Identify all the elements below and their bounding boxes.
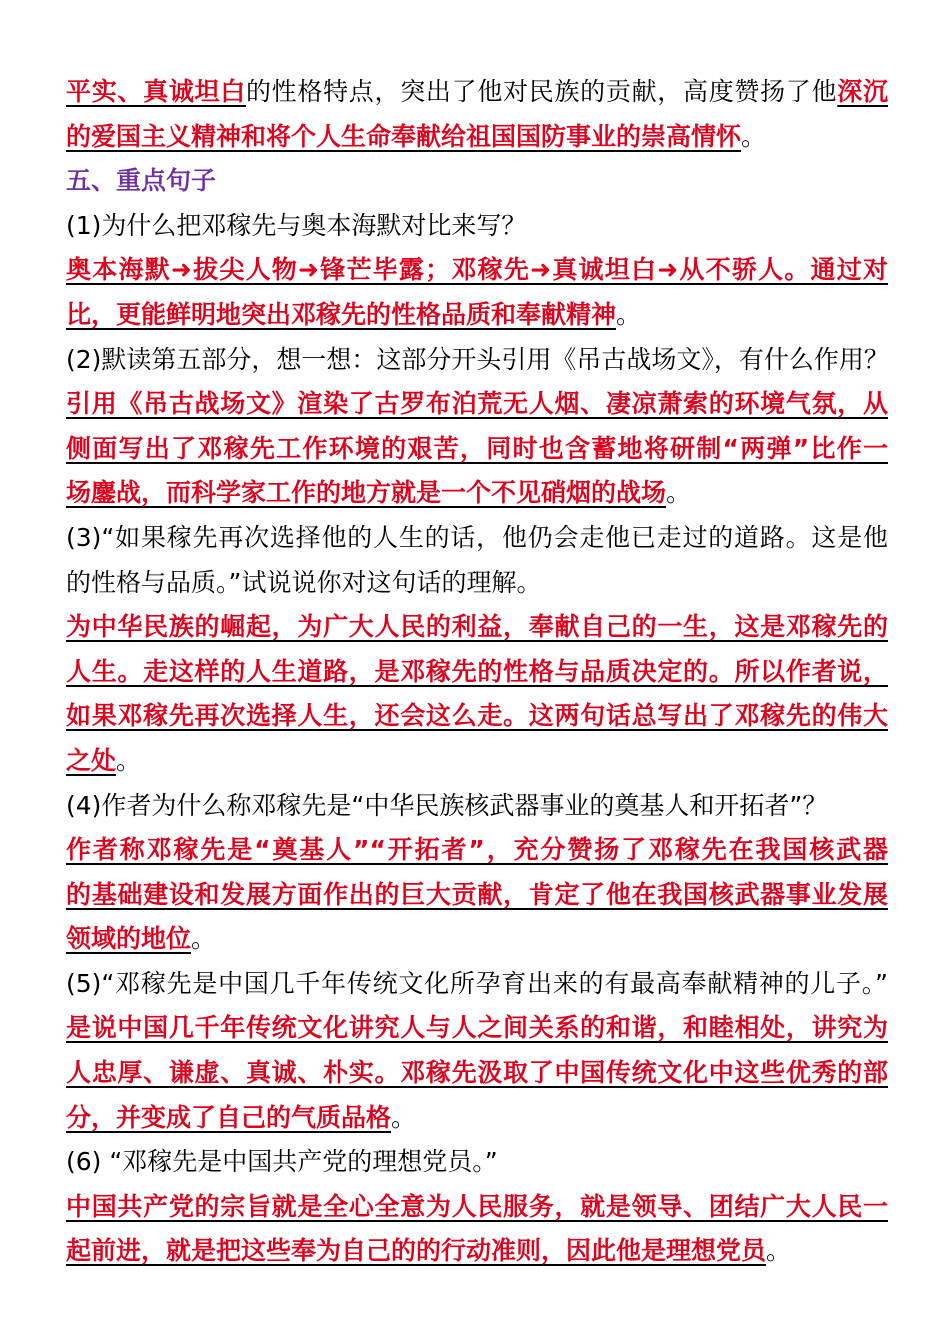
body-text: 。: [741, 121, 767, 151]
intro-line-1: [66, 70, 888, 115]
body-text: 。: [391, 1102, 417, 1132]
answer-text: 领域的地位: [66, 924, 192, 954]
answer-5-line-1: 是说中国几千年传统文化讲究人与人之间关系的和谐，和睦相处，讲究为: [66, 1013, 888, 1043]
answer-2-line-3: [66, 471, 888, 516]
answer-text: 深沉: [837, 77, 888, 106]
body-text: 。: [191, 924, 217, 954]
question-5: (5)“邓稼先是中国几千年传统文化所孕育出来的有最高奉献精神的儿子。”: [66, 968, 888, 998]
answer-6-line-1: 中国共产党的宗旨就是全心全意为人民服务，就是领导、团结广大人民一: [66, 1191, 888, 1221]
document-page: [66, 70, 888, 1274]
answer-5-line-3: [66, 1096, 888, 1141]
answer-text: 平实、真诚坦白: [66, 77, 246, 106]
answer-4-line-3: [66, 917, 888, 962]
answer-1-line-1: 奥本海默➜拔尖人物➜锋芒毕露；邓稼先➜真诚坦白➜从不骄人。通过对: [66, 255, 888, 285]
body-text: 。: [116, 745, 142, 775]
answer-text: 分，并变成了自己的气质品格: [66, 1102, 392, 1132]
answer-3-line-4: [66, 739, 888, 784]
answer-4-line-2: 的基础建设和发展方面作出的巨大贡献，肯定了他在我国核武器事业发展: [66, 879, 888, 909]
question-1: (1)为什么把邓稼先与奥本海默对比来写？: [66, 210, 527, 240]
answer-2-line-1: 引用《吊古战场文》渲染了古罗布泊荒无人烟、凄凉萧索的环境气氛，从: [66, 389, 888, 419]
answer-text: 起前进，就是把这些奉为自己的的行动准则，因此他是理想党员: [66, 1236, 767, 1266]
body-text: 的性格特点，突出了他对民族的贡献，高度赞扬了他: [245, 77, 838, 106]
answer-2-line-2: 侧面写出了邓稼先工作环境的艰苦，同时也含蓄地将研制“两弹”比作一: [66, 433, 888, 463]
answer-6-line-2: [66, 1229, 888, 1274]
body-text: 。: [666, 478, 692, 508]
section-heading: 五、重点句子: [66, 166, 217, 196]
question-4: (4)作者为什么称邓稼先是“中华民族核武器事业的奠基人和开拓者”？: [66, 790, 828, 820]
answer-3-line-1: 为中华民族的崛起，为广大人民的利益，奉献自己的一生，这是邓稼先的: [66, 612, 888, 642]
answer-text: 之处: [66, 745, 117, 775]
answer-5-line-2: 人忠厚、谦虚、真诚、朴实。邓稼先汲取了中国传统文化中这些优秀的部: [66, 1058, 888, 1088]
answer-text: 场鏖战，而科学家工作的地方就是一个不见硝烟的战场: [66, 478, 667, 508]
answer-4-line-1: 作者称邓稼先是“奠基人”“开拓者”，充分赞扬了邓稼先在我国核武器: [66, 835, 888, 865]
answer-1-line-2: [66, 293, 888, 338]
question-3-line-1: (3)“如果稼先再次选择他的人生的话，他仍会走他已走过的道路。这是他: [66, 522, 888, 552]
question-3-line-2: 的性格与品质。”试说说你对这句话的理解。: [66, 567, 542, 597]
answer-text: 的爱国主义精神和将个人生命奉献给祖国国防事业的崇高情怀: [66, 121, 742, 151]
body-text: 。: [616, 299, 642, 329]
answer-3-line-2: 人生。走这样的人生道路，是邓稼先的性格与品质决定的。所以作者说，: [66, 656, 888, 686]
answer-text: 比，更能鲜明地突出邓稼先的性格品质和奉献精神: [66, 299, 617, 329]
body-text: 。: [766, 1236, 792, 1266]
answer-3-line-3: 如果邓稼先再次选择人生，还会这么走。这两句话总写出了邓稼先的伟大: [66, 701, 888, 731]
question-6: (6) “邓稼先是中国共产党的理想党员。”: [66, 1147, 498, 1177]
intro-line-2: [66, 115, 888, 160]
question-2: (2)默读第五部分，想一想：这部分开头引用《吊古战场文》，有什么作用？: [66, 344, 889, 374]
